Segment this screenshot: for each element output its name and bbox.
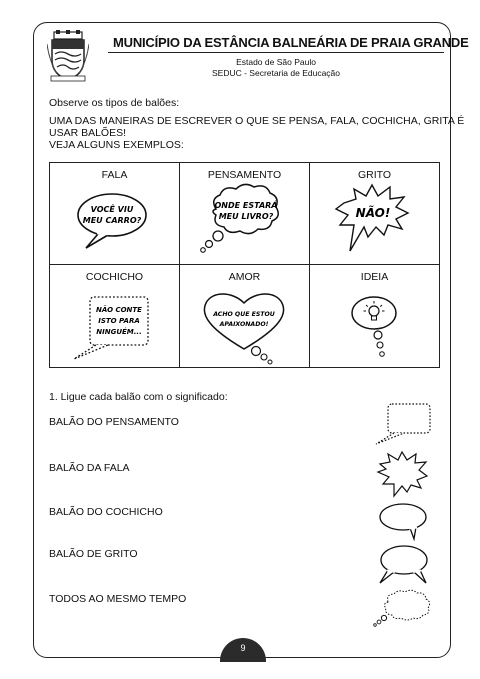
example-cell-ideia [310, 265, 439, 367]
amor-text-1: ACHO QUE ESTOU [213, 311, 275, 318]
multi-tail-balloon-icon [374, 541, 434, 587]
option-fala: BALÃO DA FALA [49, 462, 130, 474]
whisper-balloon-icon [372, 401, 434, 447]
speech-balloon-icon [50, 163, 180, 265]
intro-observe: Observe os tipos de balões: [49, 97, 180, 109]
pensamento-text-1: ONDE ESTARÁ [214, 201, 278, 210]
example-label-pensamento: PENSAMENTO [207, 169, 282, 181]
option-cochicho: BALÃO DO COCHICHO [49, 506, 163, 518]
option-pensamento: BALÃO DO PENSAMENTO [49, 416, 179, 428]
example-cell-grito [310, 163, 439, 265]
example-label-fala: FALA [101, 169, 128, 181]
intro-line-1: UMA DAS MANEIRAS DE ESCREVER O QUE SE PENSA, FALA, COCHICHA, GRITA É [49, 115, 465, 127]
option-grito: BALÃO DE GRITO [49, 548, 138, 560]
example-cell-pensamento [180, 163, 310, 265]
header-department: SEDUC - Secretaria de Educação [211, 68, 341, 78]
love-balloon-icon [180, 265, 310, 367]
intro-line-2: USAR BALÕES! [49, 127, 127, 139]
cochicho-text-1: NÃO CONTE [96, 306, 142, 314]
example-label-grito: GRITO [357, 169, 392, 181]
speech-balloon-icon [376, 500, 432, 542]
example-label-ideia: IDEIA [360, 271, 389, 283]
cochicho-text-3: NINGUÉM... [96, 328, 142, 336]
city-crest-icon [47, 30, 89, 82]
thought-balloon-icon [180, 163, 310, 265]
page-number: 9 [220, 638, 266, 662]
example-label-amor: AMOR [228, 271, 261, 283]
header-state: Estado de São Paulo [236, 57, 316, 67]
header-rule [108, 52, 444, 53]
examples-grid [49, 162, 440, 368]
intro-line-3: VEJA ALGUNS EXEMPLOS: [49, 139, 184, 151]
whisper-balloon-icon [50, 265, 180, 367]
shout-balloon-icon [374, 450, 430, 500]
pensamento-text-2: MEU LIVRO? [218, 212, 274, 221]
thought-balloon-icon [370, 588, 434, 628]
fala-text-1: VOCÊ VIU [90, 205, 134, 214]
amor-text-2: APAIXONADO! [219, 321, 269, 328]
example-label-cochicho: COCHICHO [85, 271, 144, 283]
option-todos: TODOS AO MESMO TEMPO [49, 593, 187, 605]
example-cell-fala [50, 163, 180, 265]
cochicho-text-2: ISTO PARA [98, 317, 140, 325]
grito-text: NÃO! [355, 206, 391, 220]
fala-text-2: MEU CARRO? [82, 216, 142, 225]
exercise-instruction: 1. Ligue cada balão com o significado: [49, 391, 228, 403]
shout-balloon-icon [310, 163, 438, 265]
header-title: MUNICÍPIO DA ESTÂNCIA BALNEÁRIA DE PRAIA GRANDE [113, 35, 469, 50]
idea-balloon-icon [310, 265, 438, 367]
example-cell-amor [180, 265, 310, 367]
example-cell-cochicho [50, 265, 180, 367]
